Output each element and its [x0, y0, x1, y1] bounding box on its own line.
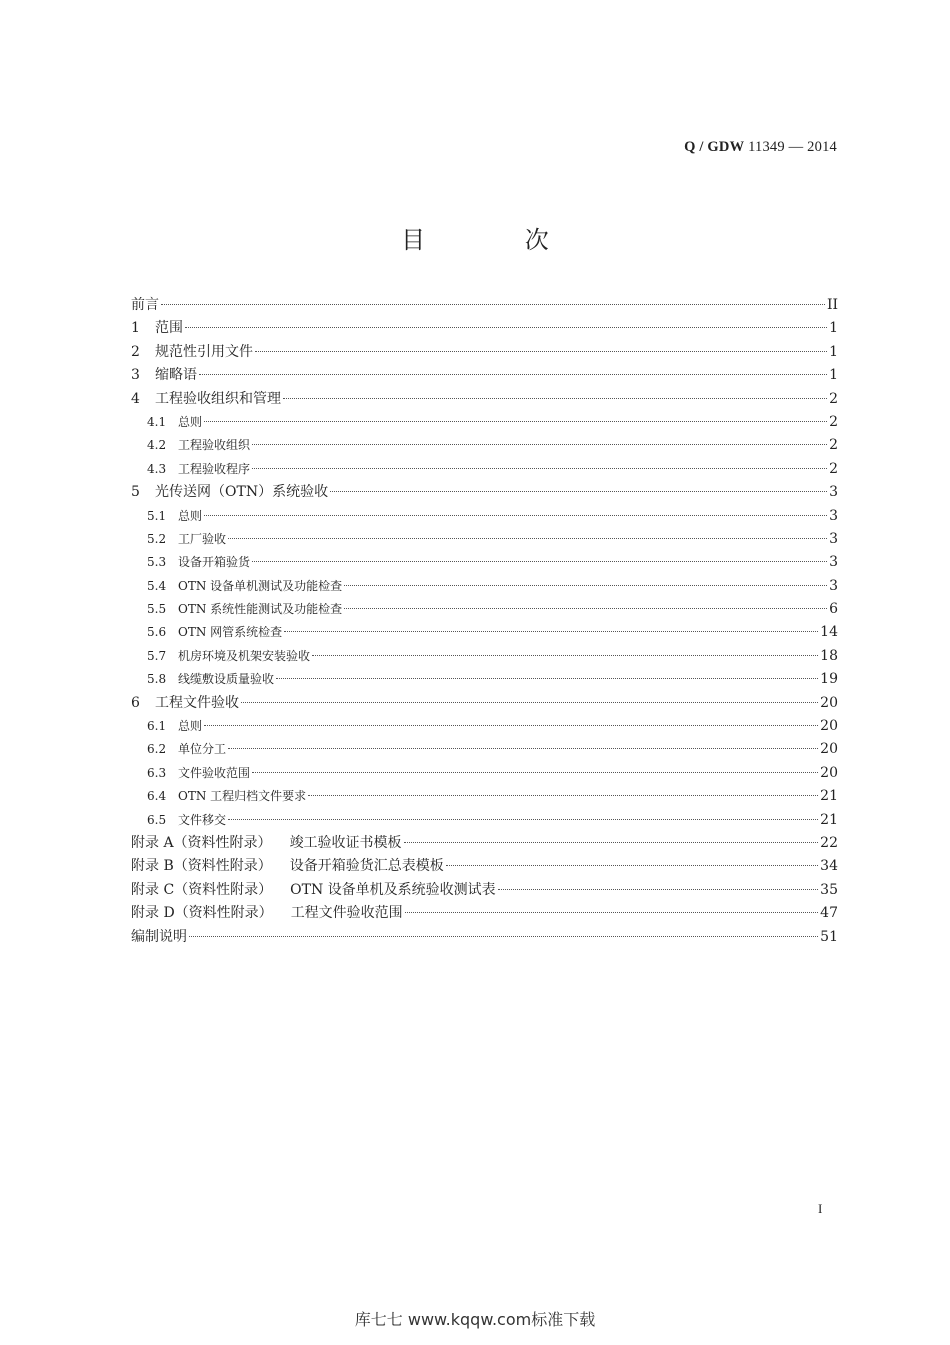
toc-entry-page: 2	[829, 413, 838, 430]
toc-entry-number: 6.2	[147, 742, 167, 757]
toc-entry[interactable]	[131, 575, 838, 598]
dot-leader	[446, 865, 818, 866]
toc-entry[interactable]	[131, 317, 838, 340]
toc-entry-label: OTN 系统性能测试及功能检查	[178, 602, 343, 617]
dot-leader	[344, 608, 827, 609]
toc-entry-label: 工程文件验收范围	[290, 905, 403, 922]
toc-entry-page: 19	[820, 671, 838, 688]
toc-entry-label: OTN 设备单机及系统验收测试表	[290, 881, 496, 898]
toc-entry-number: 6.5	[147, 812, 167, 827]
dot-leader	[204, 421, 827, 422]
dot-leader	[185, 327, 827, 328]
toc-entry-label: 文件验收范围	[178, 765, 251, 780]
toc-entry-number: 3	[131, 367, 140, 384]
dot-leader	[161, 304, 825, 305]
toc-entry[interactable]	[131, 668, 838, 691]
toc-entry-page: 2	[829, 390, 838, 407]
toc-entry-number: 5.8	[147, 672, 167, 687]
dot-leader	[204, 725, 818, 726]
toc-entry-page: 21	[820, 811, 838, 828]
toc-entry-number: 5.2	[147, 531, 167, 546]
toc-entry-label: OTN 设备单机测试及功能检查	[178, 578, 343, 593]
toc-entry-page: 18	[820, 647, 838, 664]
toc-entry-number: 5.3	[147, 555, 167, 570]
toc-entry-label: 总则	[178, 414, 203, 429]
dot-leader	[284, 631, 818, 632]
toc-entry-page: 2	[829, 437, 838, 454]
toc-entry[interactable]	[131, 738, 838, 761]
dot-leader	[252, 561, 827, 562]
toc-entry-label: 工程验收组织和管理	[155, 390, 281, 407]
toc-entry[interactable]	[131, 762, 838, 785]
page-number: I	[818, 1201, 823, 1216]
toc-entry-label: 光传送网（OTN）系统验收	[155, 484, 329, 501]
toc-entry-label: 机房环境及机架安装验收	[178, 648, 311, 663]
toc-entry[interactable]	[131, 294, 838, 317]
toc-entry[interactable]	[131, 551, 838, 574]
toc-entry[interactable]	[131, 809, 838, 832]
document-code-prefix: Q / GDW	[684, 139, 745, 155]
toc-entry-page: 51	[820, 928, 838, 945]
dot-leader	[498, 889, 818, 890]
toc-entry[interactable]	[131, 388, 838, 411]
toc-entry[interactable]	[131, 598, 838, 621]
toc-entry-number: 4.1	[147, 414, 167, 429]
toc-entry-number: 附录 C（资料性附录）	[131, 881, 273, 898]
toc-entry-number: 6.1	[147, 719, 167, 734]
dot-leader	[252, 772, 818, 773]
toc-entry-number: 附录 D（资料性附录）	[131, 905, 273, 922]
toc-entry-page: 20	[820, 718, 838, 735]
toc-entry-label: 线缆敷设质量验收	[178, 672, 275, 687]
toc-entry-page: II	[826, 297, 838, 313]
toc-entry[interactable]	[131, 434, 838, 457]
toc-entry[interactable]	[131, 341, 838, 364]
dot-leader	[228, 538, 827, 539]
document-code	[684, 139, 837, 156]
toc-entry-number: 附录 B（资料性附录）	[131, 858, 272, 875]
toc-entry-label: 设备开箱验货汇总表模板	[289, 858, 444, 875]
toc-entry-number: 5.1	[147, 508, 167, 523]
toc-entry-number: 4	[131, 390, 140, 407]
toc-entry-number: 6	[131, 694, 140, 711]
toc-entry-label: 单位分工	[178, 742, 227, 757]
toc-entry[interactable]	[131, 879, 838, 902]
toc-entry-page: 21	[820, 788, 838, 805]
toc-entry-label: 文件移交	[178, 812, 227, 827]
toc-entry[interactable]	[131, 411, 838, 434]
toc-entry-page: 1	[829, 367, 838, 384]
toc-entry[interactable]	[131, 832, 838, 855]
toc-entry-page: 3	[829, 484, 838, 501]
toc-entry-label: 工厂验收	[178, 531, 227, 546]
document-code-number: 11349 — 2014	[748, 139, 837, 155]
toc-entry[interactable]	[131, 926, 838, 949]
toc-entry[interactable]	[131, 855, 838, 878]
dot-leader	[404, 842, 819, 843]
dot-leader	[308, 795, 818, 796]
toc-entry-page: 20	[820, 741, 838, 758]
table-of-contents	[131, 294, 838, 949]
toc-entry-number: 6.3	[147, 765, 167, 780]
dot-leader	[330, 491, 827, 492]
toc-entry[interactable]	[131, 621, 838, 644]
toc-entry-page: 14	[820, 624, 838, 641]
dot-leader	[189, 936, 818, 937]
toc-entry-label: 设备开箱验货	[178, 555, 251, 570]
toc-entry-label: 范围	[155, 320, 183, 337]
toc-entry-number: 5.7	[147, 648, 167, 663]
toc-entry-page: 3	[829, 530, 838, 547]
toc-entry-page: 1	[829, 320, 838, 337]
toc-entry-page: 3	[829, 507, 838, 524]
dot-leader	[252, 468, 827, 469]
page-title: 目 次	[401, 226, 595, 254]
toc-entry-label: 编制说明	[131, 928, 187, 945]
toc-entry-number: 5.4	[147, 578, 167, 593]
toc-entry-page: 20	[820, 764, 838, 781]
toc-entry[interactable]	[131, 715, 838, 738]
toc-entry-number: 2	[131, 343, 140, 360]
toc-entry-label: OTN 工程归档文件要求	[178, 789, 307, 804]
toc-entry-page: 20	[820, 694, 838, 711]
toc-entry-label: 工程验收组织	[178, 438, 251, 453]
toc-entry[interactable]	[131, 505, 838, 528]
toc-entry[interactable]	[131, 902, 838, 925]
toc-entry-label: 总则	[178, 508, 203, 523]
dot-leader	[228, 748, 818, 749]
dot-leader	[312, 655, 818, 656]
toc-entry-number: 5	[131, 484, 140, 501]
dot-leader	[344, 585, 827, 586]
dot-leader	[252, 444, 827, 445]
dot-leader	[241, 702, 818, 703]
toc-entry-label: 总则	[178, 719, 203, 734]
toc-entry-number: 5.5	[147, 602, 167, 617]
toc-entry-label: 竣工验收证书模板	[289, 834, 402, 851]
dot-leader	[276, 678, 818, 679]
toc-entry-label: 前言	[131, 297, 159, 313]
toc-entry-label: OTN 网管系统检查	[178, 625, 283, 640]
toc-entry-page: 34	[820, 858, 838, 875]
toc-entry-number: 1	[131, 320, 140, 337]
toc-entry[interactable]	[131, 645, 838, 668]
toc-entry-page: 2	[829, 460, 838, 477]
dot-leader	[405, 912, 818, 913]
toc-entry[interactable]	[131, 785, 838, 808]
dot-leader	[283, 398, 827, 399]
toc-entry-page: 47	[820, 905, 838, 922]
dot-leader	[255, 351, 827, 352]
dot-leader	[204, 515, 827, 516]
toc-entry-label: 工程验收程序	[178, 461, 251, 476]
toc-entry-number: 4.3	[147, 461, 167, 476]
toc-entry-page: 6	[829, 601, 838, 618]
dot-leader	[228, 819, 818, 820]
toc-entry[interactable]	[131, 528, 838, 551]
toc-entry-number: 4.2	[147, 438, 167, 453]
toc-entry[interactable]	[131, 481, 838, 504]
dot-leader	[199, 374, 827, 375]
toc-entry-number: 6.4	[147, 789, 167, 804]
toc-entry-label: 缩略语	[155, 367, 197, 384]
footer-watermark: 库七七 www.kqqw.com标准下载	[354, 1310, 596, 1329]
toc-entry-number: 5.6	[147, 625, 167, 640]
toc-entry-label: 规范性引用文件	[155, 343, 253, 360]
toc-entry-number: 附录 A（资料性附录）	[131, 834, 272, 851]
toc-entry-page: 3	[829, 577, 838, 594]
toc-entry-page: 22	[820, 834, 838, 851]
toc-entry[interactable]	[131, 458, 838, 481]
toc-entry-page: 35	[820, 881, 838, 898]
toc-entry[interactable]	[131, 364, 838, 387]
toc-entry[interactable]	[131, 692, 838, 715]
toc-entry-label: 工程文件验收	[155, 694, 239, 711]
toc-entry-page: 3	[829, 554, 838, 571]
toc-entry-page: 1	[829, 343, 838, 360]
